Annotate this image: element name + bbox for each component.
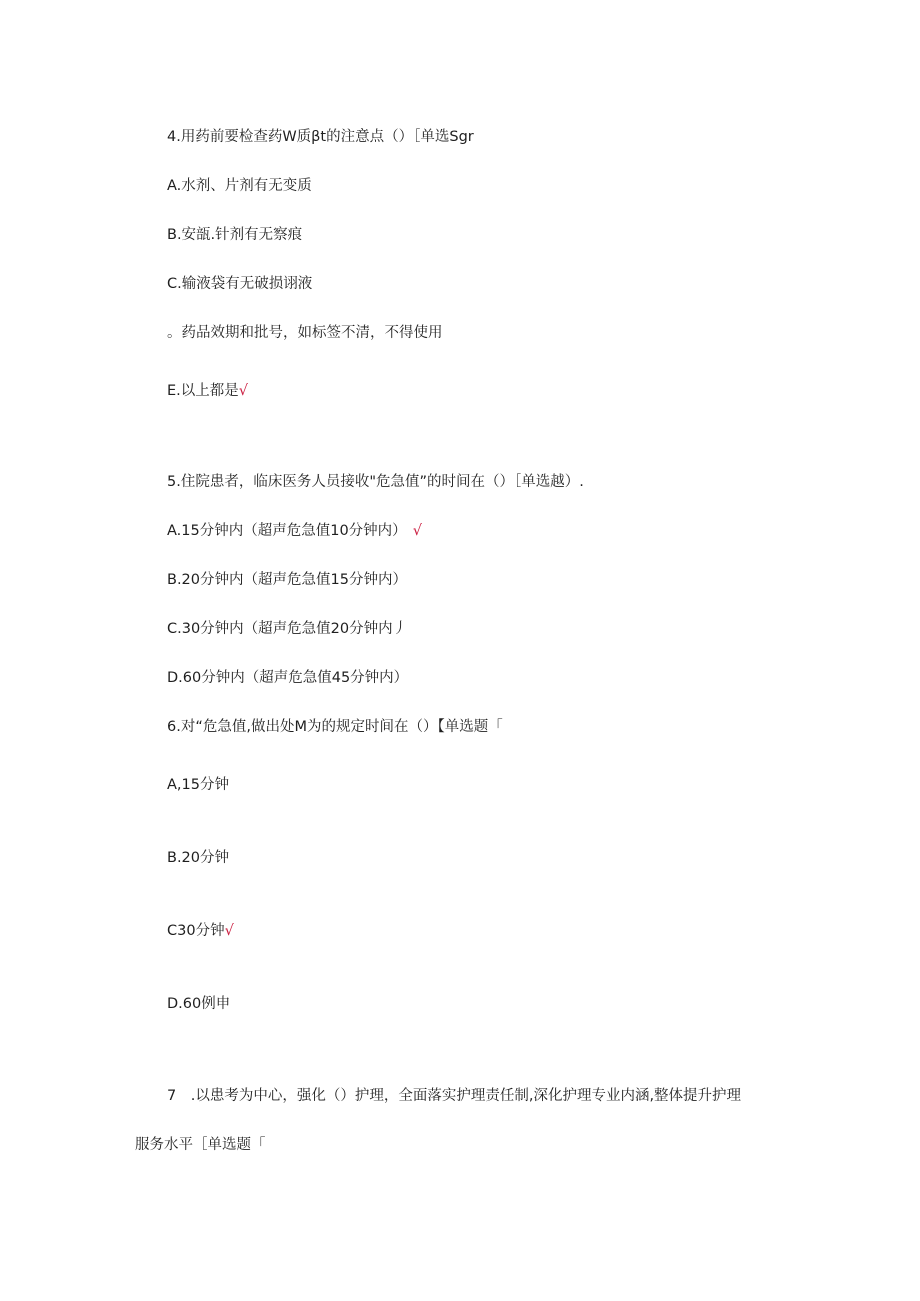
option-label: A.15分钟内（超声危急值10分钟内） xyxy=(167,523,407,539)
correct-check-icon: √ xyxy=(224,923,234,939)
option-label: E.以上都是 xyxy=(167,383,239,399)
option-e xyxy=(167,381,248,401)
option-d: D.60例申 xyxy=(167,996,231,1012)
option-c: C.输液袋有无破损诩液 xyxy=(167,276,313,292)
question-stem: 6.对“危急值,做出处M为的规定时间在（）【单选题「 xyxy=(167,719,503,735)
question-stem: 4.用药前要检查药W质βt的注意点（）［单选Sgr xyxy=(167,129,474,145)
option-label: C30分钟 xyxy=(167,923,225,939)
question-stem-line-1: 7 .以患考为中心，强化（）护理，全面落实护理责任制,深化护理专业内涵,整体提升护理 xyxy=(167,1088,742,1104)
correct-check-icon: √ xyxy=(412,523,422,539)
question-stem: 5.住院患者，临床医务人员接收"危急值”的时间在（）［单选越）. xyxy=(167,474,584,490)
option-b: B.安瓿.针剂有无察痕 xyxy=(167,227,303,243)
question-stem-line-2: 服务水平［单选题「 xyxy=(135,1137,266,1153)
option-a xyxy=(167,521,422,541)
option-c xyxy=(167,921,234,941)
option-a: A.水剂、片剂有无变质 xyxy=(167,178,312,194)
option-d: 。药品效期和批号，如标签不清，不得使用 xyxy=(167,325,443,341)
option-c: C.30分钟内（超声危急值20分钟内丿 xyxy=(167,621,408,637)
option-b: B.20分钟内（超声危急值15分钟内） xyxy=(167,572,407,588)
option-b: B.20分钟 xyxy=(167,850,230,866)
correct-check-icon: √ xyxy=(238,383,249,399)
option-a: A,15分钟 xyxy=(167,777,229,793)
option-d: D.60分钟内（超声危急值45分钟内） xyxy=(167,670,409,686)
